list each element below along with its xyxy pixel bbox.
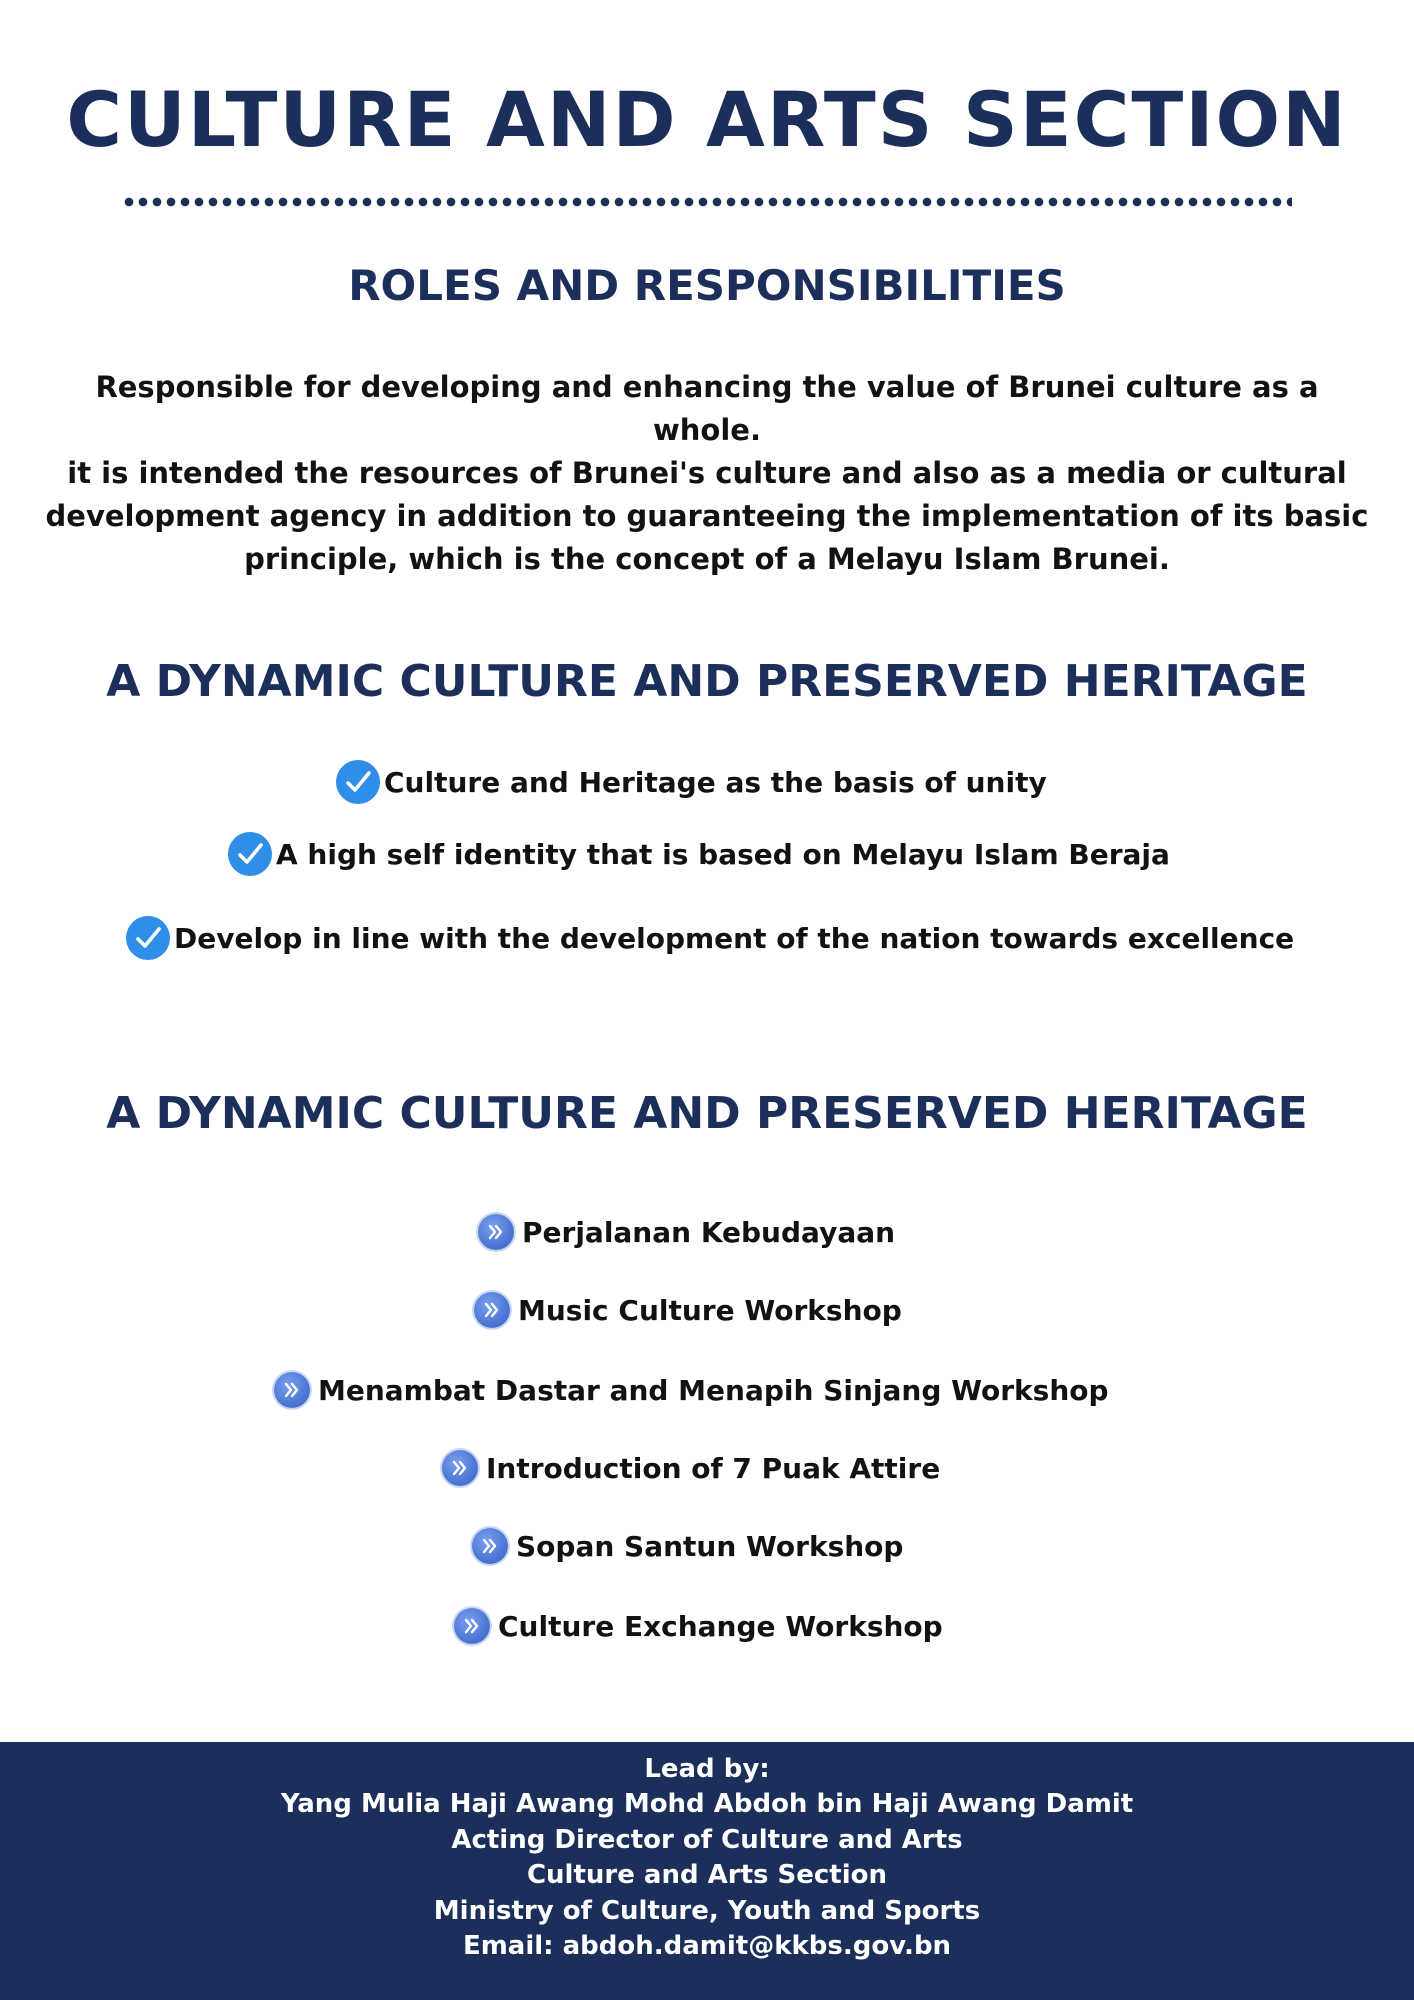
program-item — [442, 1446, 940, 1490]
vision-item — [228, 830, 1170, 878]
programs-heading: A DYNAMIC CULTURE AND PRESERVED HERITAGE — [106, 1088, 1308, 1139]
program-item-label: Menambat Dastar and Menapih Sinjang Workshop — [318, 1373, 1109, 1407]
vision-item-label: Culture and Heritage as the basis of unity — [384, 765, 1047, 799]
double-chevron-right-icon — [474, 1292, 510, 1328]
description-line: it is intended the resources of Brunei's culture and also as a media or cultural — [67, 456, 1347, 490]
main-title: CULTURE AND ARTS SECTION — [66, 75, 1348, 164]
director-name: Yang Mulia Haji Awang Mohd Abdoh bin Haji Awang Damit — [280, 1789, 1134, 1820]
director-position: Acting Director of Culture and Arts — [451, 1824, 963, 1855]
roles-description — [40, 366, 1374, 581]
roles-heading: ROLES AND RESPONSIBILITIES — [348, 261, 1066, 310]
double-chevron-right-icon — [472, 1528, 508, 1564]
program-item — [454, 1604, 943, 1648]
program-item — [472, 1524, 903, 1568]
section-name: Culture and Arts Section — [526, 1860, 888, 1891]
double-chevron-right-icon — [478, 1214, 514, 1250]
vision-item — [126, 914, 1294, 962]
program-item-label: Perjalanan Kebudayaan — [522, 1215, 896, 1249]
lead-label: Lead by: — [644, 1754, 770, 1784]
ministry-name: Ministry of Culture, Youth and Sports — [433, 1895, 981, 1926]
description-line: Responsible for developing and enhancing the value of Brunei culture as a whole. — [95, 370, 1319, 447]
program-item — [474, 1288, 902, 1332]
double-chevron-right-icon — [274, 1372, 310, 1408]
program-item-label: Music Culture Workshop — [518, 1293, 902, 1327]
program-item — [478, 1210, 895, 1254]
program-item-label: Culture Exchange Workshop — [498, 1609, 943, 1643]
checkmark-circle-icon — [126, 916, 170, 960]
checkmark-circle-icon — [336, 760, 380, 804]
double-chevron-right-icon — [442, 1450, 478, 1486]
vision-item — [336, 758, 1047, 806]
footer-contact-block — [0, 1752, 1414, 1964]
program-item-label: Sopan Santun Workshop — [516, 1529, 904, 1563]
program-item-label: Introduction of 7 Puak Attire — [486, 1451, 941, 1485]
checkmark-circle-icon — [228, 832, 272, 876]
vision-heading: A DYNAMIC CULTURE AND PRESERVED HERITAGE — [106, 656, 1308, 707]
program-item — [274, 1368, 1109, 1412]
footer-banner — [0, 1742, 1414, 2000]
description-line: development agency in addition to guaranteeing the implementation of its basic — [45, 499, 1369, 533]
email-address: Email: abdoh.damit@kkbs.gov.bn — [462, 1931, 952, 1962]
vision-item-label: Develop in line with the development of the nation towards excellence — [174, 921, 1295, 955]
description-line: principle, which is the concept of a Melayu Islam Brunei. — [244, 542, 1170, 576]
dotted-divider — [122, 196, 1292, 208]
double-chevron-right-icon — [454, 1608, 490, 1644]
vision-item-label: A high self identity that is based on Melayu Islam Beraja — [276, 837, 1170, 871]
